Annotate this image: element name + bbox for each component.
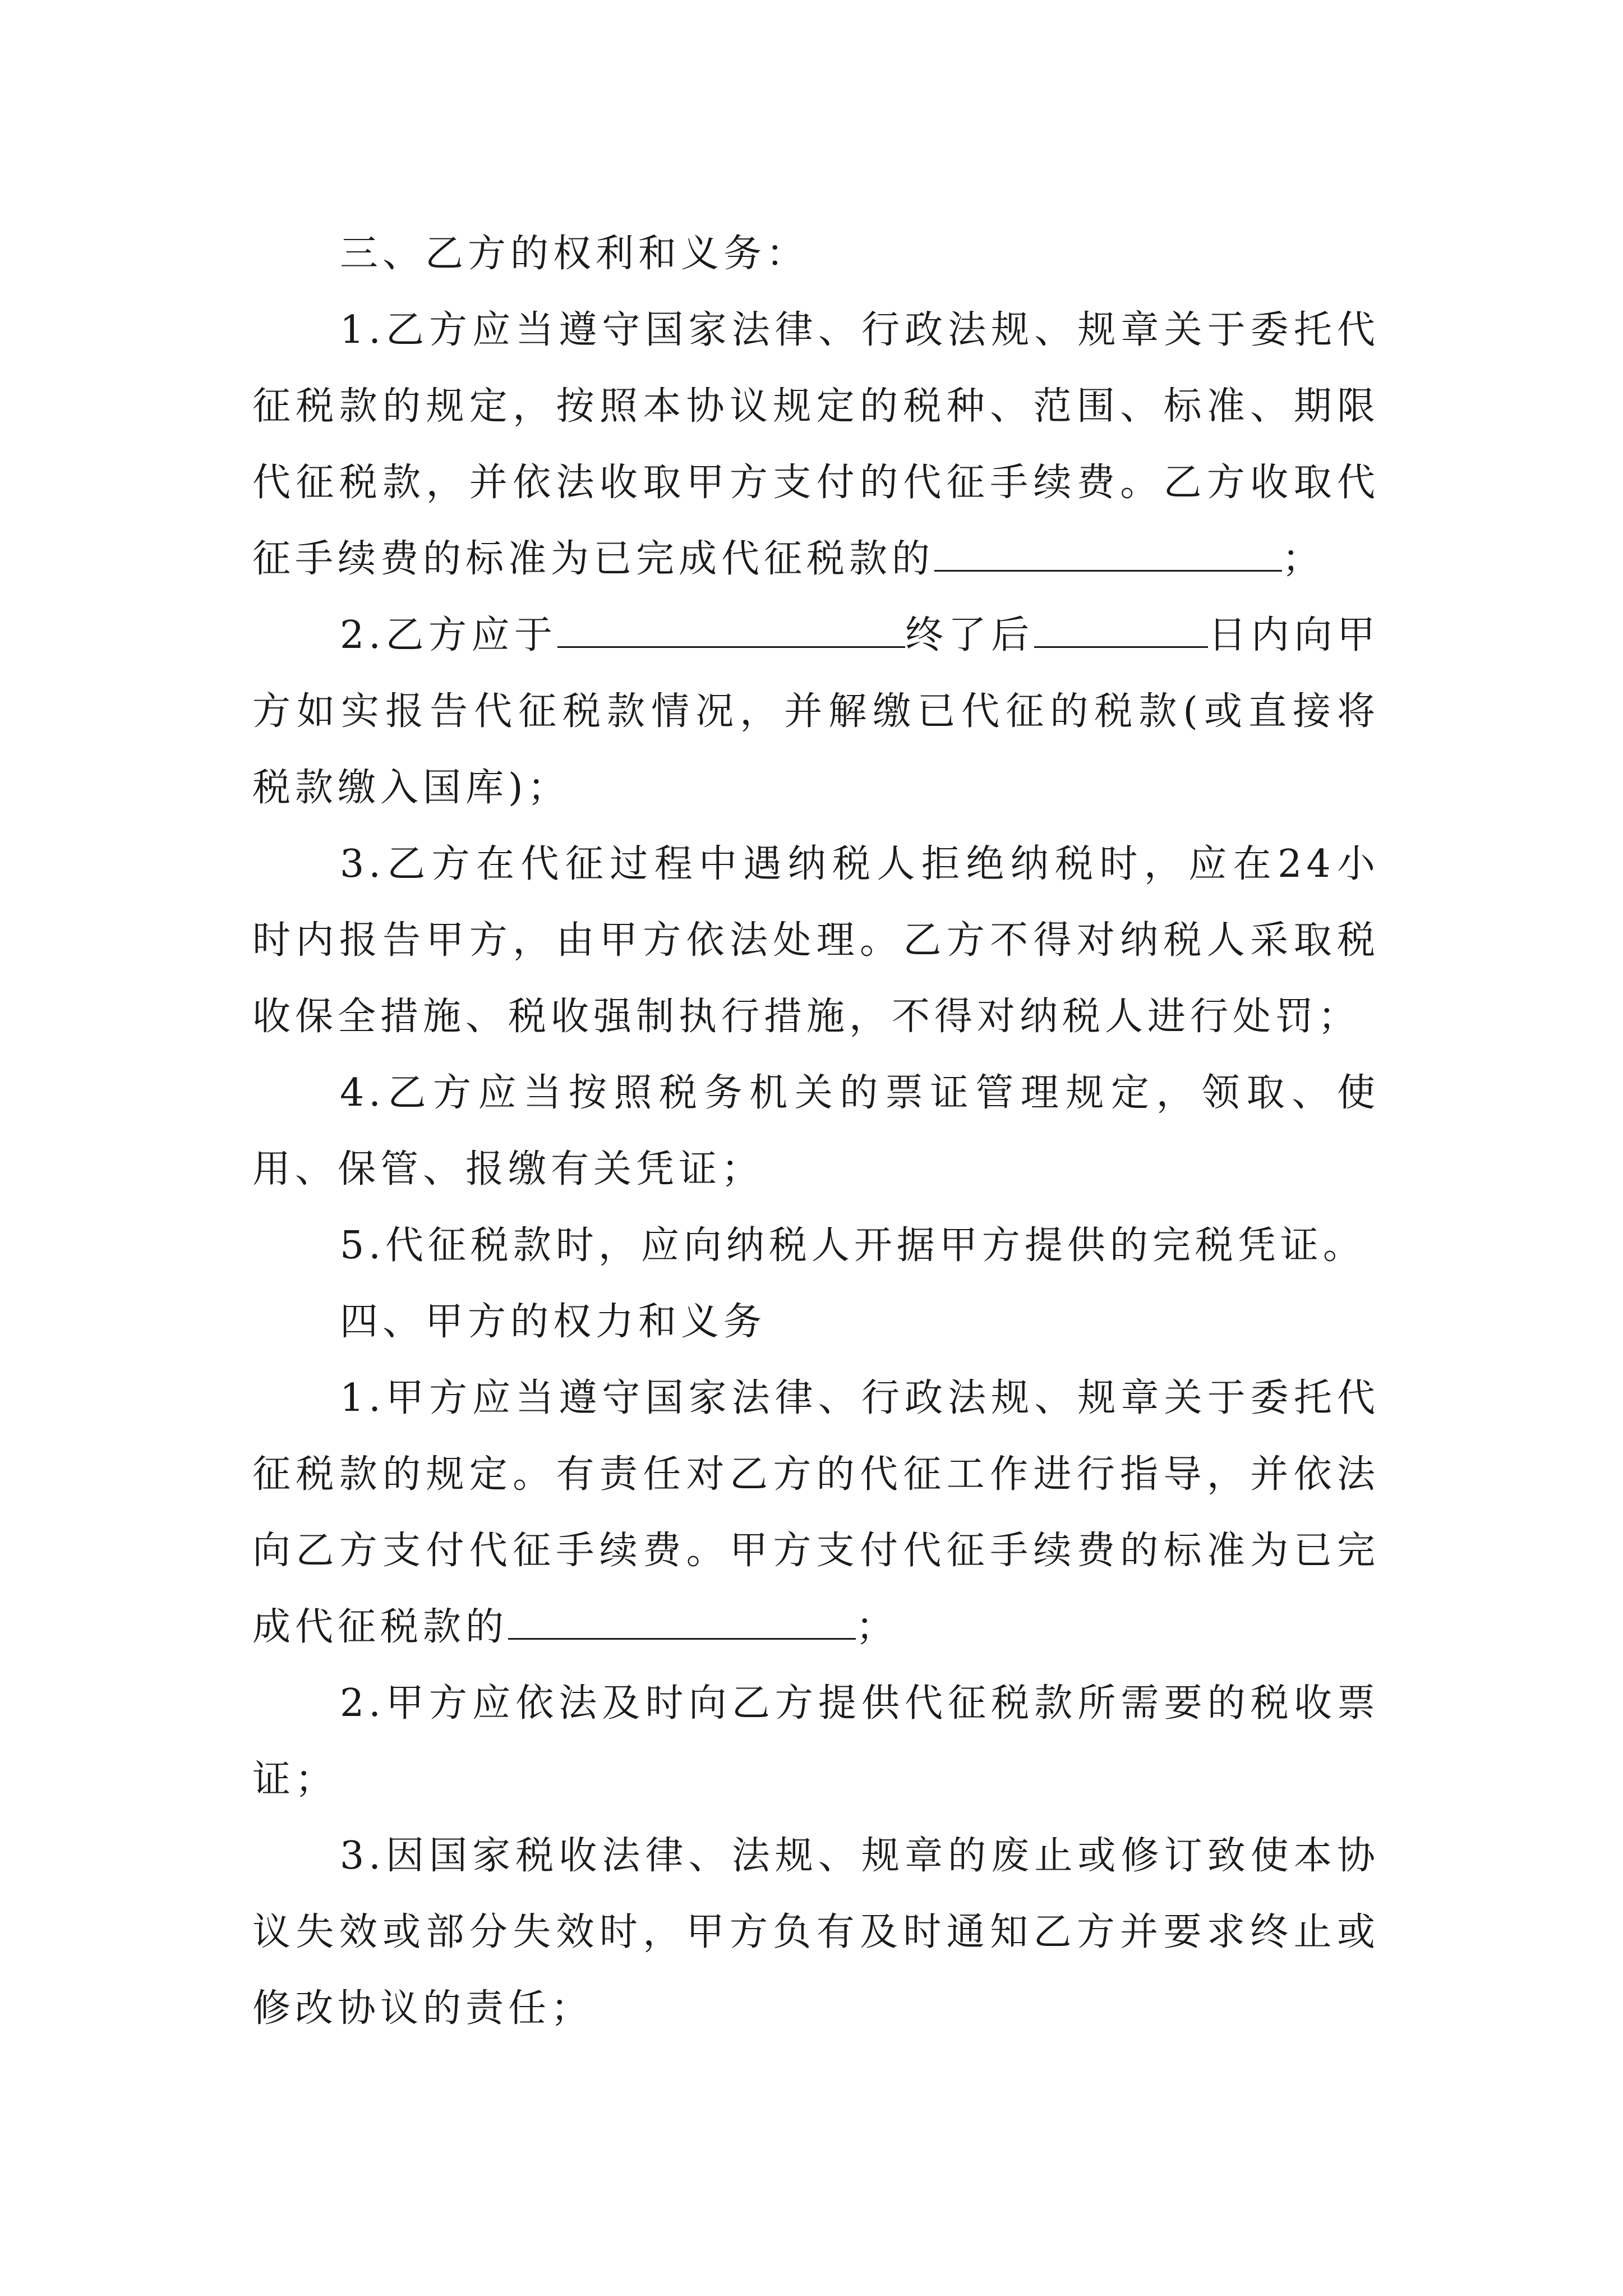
section-3-item-2-text-c: 日内向甲方如实报告代征税款情况，并解缴已代征的税款(或直接将税款缴入国库)； [252, 613, 1380, 810]
section-4-item-1-end: ； [856, 1605, 899, 1649]
days-blank [1034, 646, 1208, 648]
fee-rate-blank-1 [934, 569, 1282, 572]
document-page [252, 216, 1380, 2047]
period-blank [557, 646, 905, 648]
section-4-item-3: 3.因国家税收法律、法规、规章的废止或修订致使本协议失效或部分失效时，甲方负有及时通知乙方并要求终止或修改协议的责任； [252, 1834, 1380, 2031]
section-3-item-5: 5.代征税款时，应向纳税人开据甲方提供的完税凭证。 [340, 1223, 1366, 1268]
section-4-item-1-text: 1.甲方应当遵守国家法律、行政法规、规章关于委托代征税款的规定。有责任对乙方的代征工作进行指导，并依法向乙方支付代征手续费。甲方支付代征手续费的标准为已完成代征税款的 [252, 1376, 1380, 1649]
section-3-heading: 三、乙方的权利和义务： [340, 232, 809, 276]
section-3-item-4: 4.乙方应当按照税务机关的票证管理规定，领取、使用、保管、报缴有关凭证； [252, 1071, 1380, 1191]
section-3-item-2-text-b: 终了后 [905, 613, 1034, 657]
section-3-item-1 [252, 292, 1380, 597]
section-3-item-1-end: ； [1282, 537, 1325, 581]
section-3-item-3: 3.乙方在代征过程中遇纳税人拒绝纳税时，应在24小时内报告甲方，由甲方依法处理。乙方不得对纳税人采取税收保全措施、税收强制执行措施，不得对纳税人进行处罚； [252, 842, 1380, 1039]
section-3-item-2-text-a: 2.乙方应于 [340, 613, 557, 657]
section-3-item-2 [252, 597, 1380, 826]
section-4-item-2: 2.甲方应依法及时向乙方提供代征税款所需要的税收票证； [252, 1681, 1380, 1802]
fee-rate-blank-2 [508, 1637, 856, 1640]
section-3-item-1-text: 1.乙方应当遵守国家法律、行政法规、规章关于委托代征税款的规定，按照本协议规定的税种、范围、标准、期限代征税款，并依法收取甲方支付的代征手续费。乙方收取代征手续费的标准为已完成代征税款的 [252, 308, 1380, 581]
section-4-item-1 [252, 1360, 1380, 1665]
section-4-heading: 四、甲方的权力和义务 [340, 1300, 767, 1344]
